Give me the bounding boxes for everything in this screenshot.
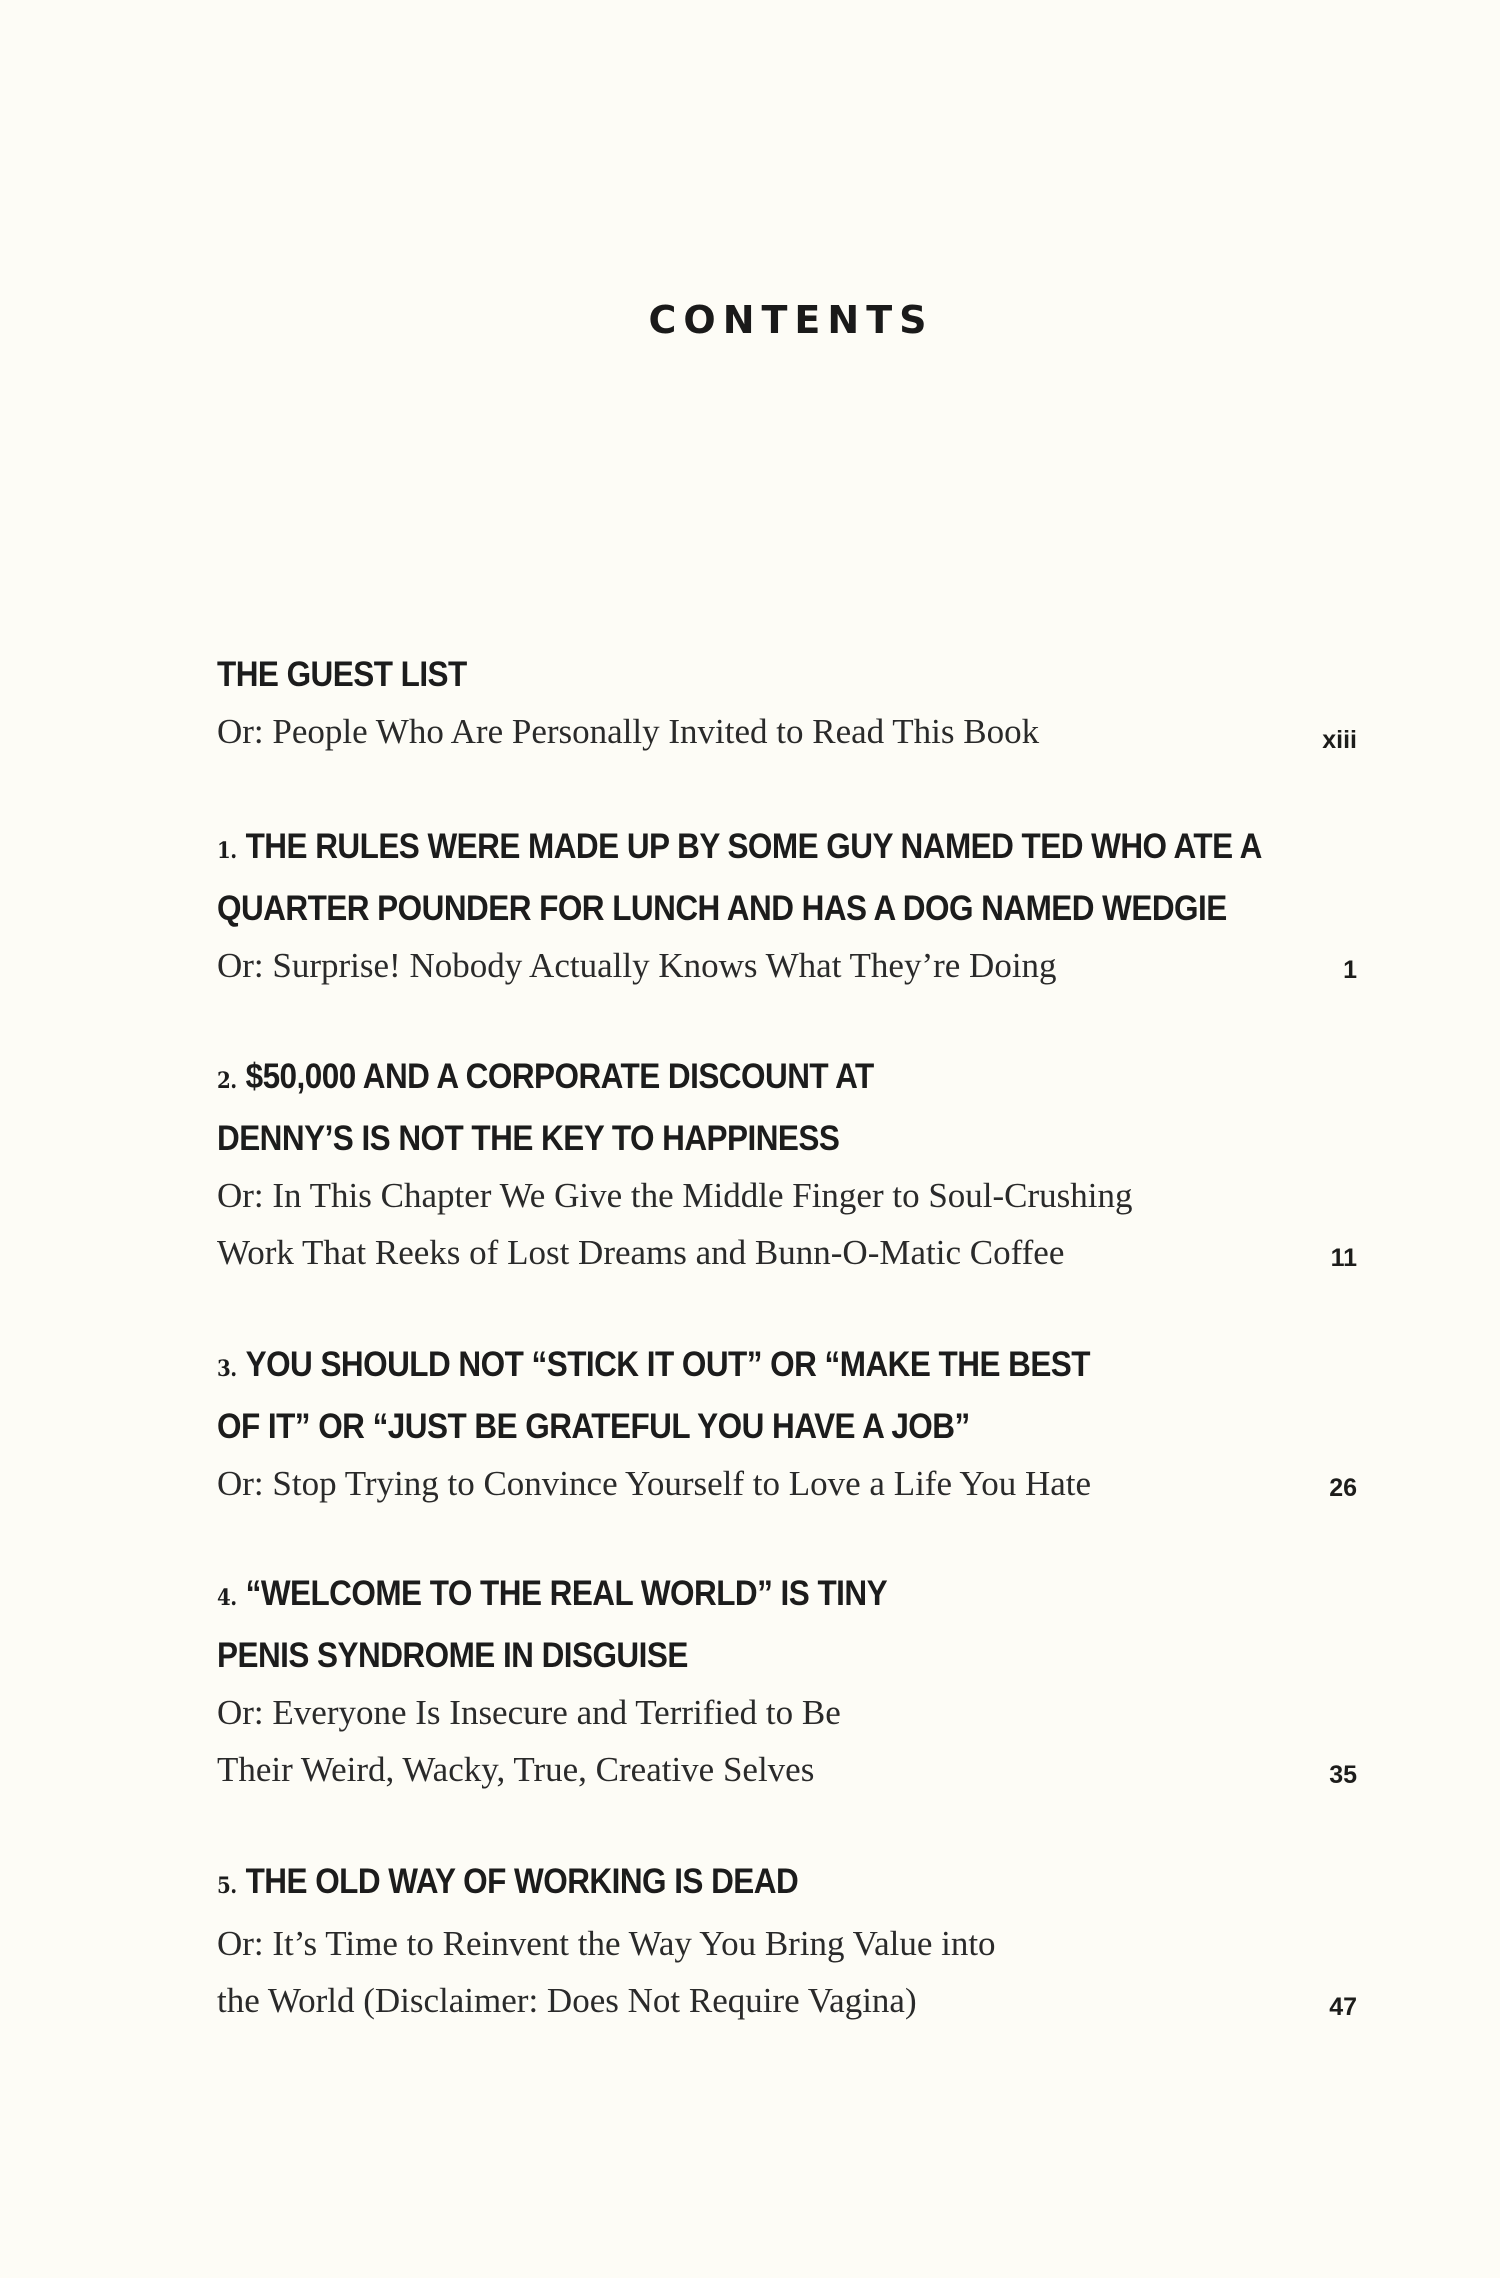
toc-entry-chapter-2[interactable]: [217, 1048, 1357, 1281]
entry-subtitle: Or: In This Chapter We Give the Middle Finger to Soul-Crushing: [217, 1176, 1133, 1215]
toc-entry-chapter-4[interactable]: [217, 1565, 1357, 1798]
entry-heading-continued: OF IT” OR “JUST BE GRATEFUL YOU HAVE A JOB”: [217, 1407, 970, 1446]
page-title: CONTENTS: [648, 298, 934, 342]
entry-heading-text: $50,000 AND A CORPORATE DISCOUNT AT: [245, 1057, 874, 1096]
entry-subtitle: Or: Stop Trying to Convince Yourself to Love a Life You Hate: [217, 1464, 1092, 1503]
entry-subtitle-continued: Their Weird, Wacky, True, Creative Selves: [217, 1750, 815, 1789]
entry-heading-text: THE OLD WAY OF WORKING IS DEAD: [245, 1862, 799, 1901]
entry-heading: [217, 818, 1262, 880]
entry-heading: [217, 1048, 1243, 1110]
chapter-number: 1.: [217, 838, 237, 864]
entry-heading: [217, 1565, 1243, 1627]
entry-page-number: 1: [1343, 956, 1357, 984]
entry-heading-text: YOU SHOULD NOT “STICK IT OUT” OR “MAKE THE BEST: [245, 1345, 1090, 1384]
chapter-number: 3.: [217, 1356, 237, 1382]
entry-heading: [217, 1336, 1243, 1398]
chapter-number: 4.: [217, 1585, 237, 1611]
entry-page-number: 11: [1330, 1244, 1357, 1272]
entry-page-number: 47: [1329, 1993, 1357, 2021]
toc-entry-chapter-5[interactable]: [217, 1853, 1357, 2029]
entry-heading-text: “WELCOME TO THE REAL WORLD” IS TINY: [245, 1574, 888, 1613]
entry-subtitle-continued: the World (Disclaimer: Does Not Require Vagina): [217, 1981, 917, 2020]
entry-page-number: xiii: [1322, 726, 1357, 754]
entry-heading-continued: DENNY’S IS NOT THE KEY TO HAPPINESS: [217, 1119, 840, 1158]
chapter-number: 5.: [217, 1873, 237, 1899]
entry-subtitle: Or: It’s Time to Reinvent the Way You Bring Value into: [217, 1924, 996, 1963]
entry-page-number: 26: [1329, 1474, 1357, 1502]
toc-entry-chapter-3[interactable]: [217, 1336, 1357, 1512]
toc-entry-guest-list[interactable]: [217, 646, 1357, 760]
entry-page-number: 35: [1329, 1761, 1357, 1789]
entry-heading: [217, 1853, 1243, 1915]
entry-heading: [217, 646, 1243, 703]
toc-entry-chapter-1[interactable]: [217, 818, 1357, 994]
entry-heading-text: THE RULES WERE MADE UP BY SOME GUY NAMED TED WHO ATE A: [245, 827, 1262, 866]
entry-subtitle: Or: Surprise! Nobody Actually Knows What They’re Doing: [217, 946, 1057, 985]
chapter-number: 2.: [217, 1068, 237, 1094]
entry-heading-text: THE GUEST LIST: [217, 655, 467, 694]
entry-subtitle: Or: Everyone Is Insecure and Terrified to Be: [217, 1693, 841, 1732]
entry-heading-continued: QUARTER POUNDER FOR LUNCH AND HAS A DOG NAMED WEDGIE: [217, 889, 1227, 928]
entry-subtitle-continued: Work That Reeks of Lost Dreams and Bunn-O-Matic Coffee: [217, 1233, 1065, 1272]
entry-subtitle: Or: People Who Are Personally Invited to Read This Book: [217, 712, 1040, 751]
entry-heading-continued: PENIS SYNDROME IN DISGUISE: [217, 1636, 688, 1675]
